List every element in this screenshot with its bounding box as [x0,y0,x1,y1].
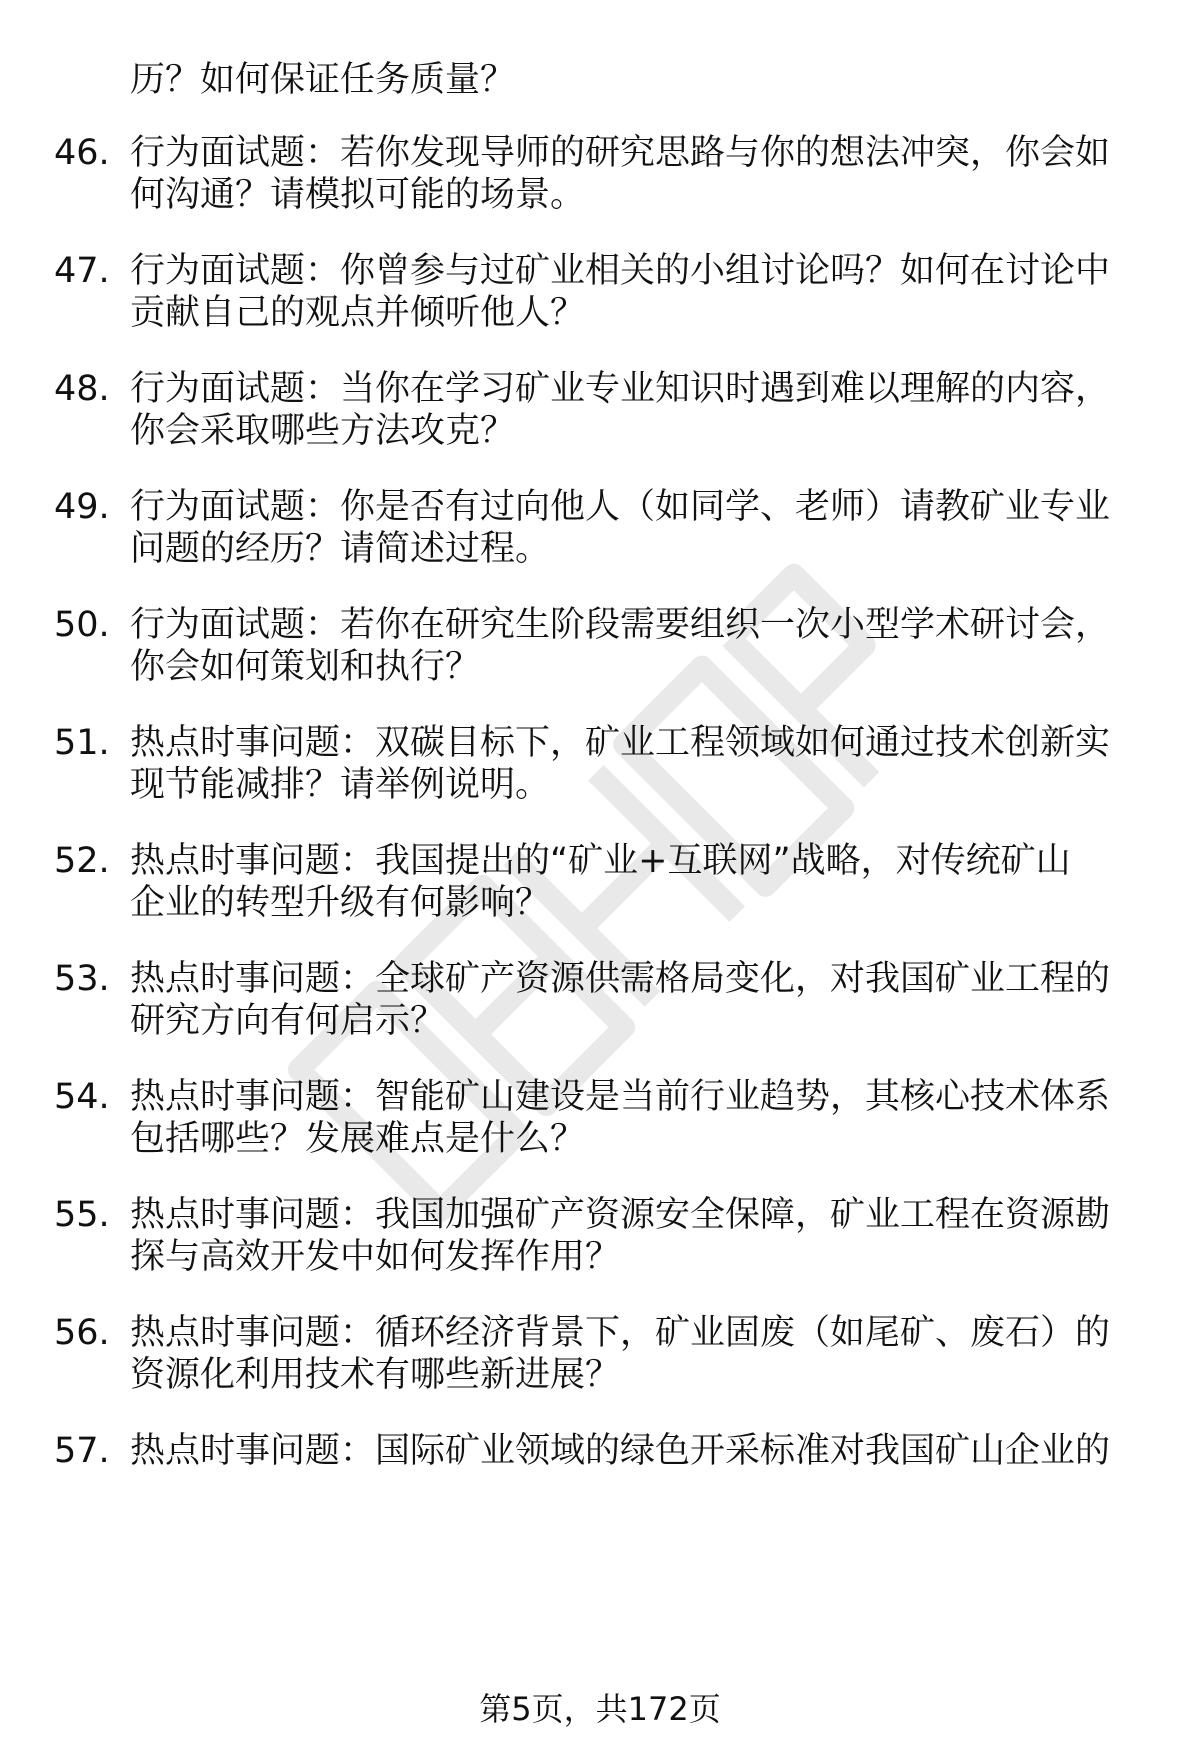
question-54-number: 54. [54,1077,110,1117]
question-47-number: 47. [54,251,110,291]
question-49-line2: 问题的经历？请简述过程。 [130,529,551,569]
question-52-number: 52. [54,841,110,881]
question-55-number: 55. [54,1195,110,1235]
question-53-line1: 热点时事问题：全球矿产资源供需格局变化，对我国矿业工程的 [130,959,1111,999]
question-56-line1: 热点时事问题：循环经济背景下，矿业固废（如尾矿、废石）的 [130,1313,1111,1353]
question-48-line1: 行为面试题：当你在学习矿业专业知识时遇到难以理解的内容， [130,369,1111,409]
question-54-line1: 热点时事问题：智能矿山建设是当前行业趋势，其核心技术体系 [130,1077,1111,1117]
page-footer: 第5页，共172页 [479,1690,721,1728]
question-55-line2: 探与高效开发中如何发挥作用？ [130,1237,621,1277]
question-47-line2: 贡献自己的观点并倾听他人？ [130,293,586,333]
question-56-line2: 资源化利用技术有哪些新进展？ [130,1355,621,1395]
question-57-line1: 热点时事问题：国际矿业领域的绿色开采标准对我国矿山企业的 [130,1431,1111,1471]
question-49-line1: 行为面试题：你是否有过向他人（如同学、老师）请教矿业专业 [130,487,1111,527]
question-53-line2: 研究方向有何启示？ [130,1001,446,1041]
question-46-line2: 何沟通？请模拟可能的场景。 [130,175,586,215]
question-46-number: 46. [54,133,110,173]
question-49-number: 49. [54,487,110,527]
question-53-number: 53. [54,959,110,999]
question-51-number: 51. [54,723,110,763]
question-46-line1: 行为面试题：若你发现导师的研究思路与你的想法冲突，你会如 [130,133,1111,173]
question-50-line1: 行为面试题：若你在研究生阶段需要组织一次小型学术研讨会， [130,605,1111,645]
question-55-line1: 热点时事问题：我国加强矿产资源安全保障，矿业工程在资源勘 [130,1195,1111,1235]
question-45-continuation: 历？如何保证任务质量？ [130,60,516,100]
question-56-number: 56. [54,1313,110,1353]
question-48-line2: 你会采取哪些方法攻克？ [130,411,516,451]
question-52-line2: 企业的转型升级有何影响？ [130,883,551,923]
question-48-number: 48. [54,369,110,409]
question-47-line1: 行为面试题：你曾参与过矿业相关的小组讨论吗？如何在讨论中 [130,251,1111,291]
question-51-line2: 现节能减排？请举例说明。 [130,765,551,805]
question-52-line1: 热点时事问题：我国提出的“矿业+互联网”战略，对传统矿山 [130,841,1071,881]
question-57-number: 57. [54,1431,110,1471]
question-50-line2: 你会如何策划和执行？ [130,647,481,687]
question-50-number: 50. [54,605,110,645]
question-54-line2: 包括哪些？发展难点是什么？ [130,1119,586,1159]
question-51-line1: 热点时事问题：双碳目标下，矿业工程领域如何通过技术创新实 [130,723,1111,763]
